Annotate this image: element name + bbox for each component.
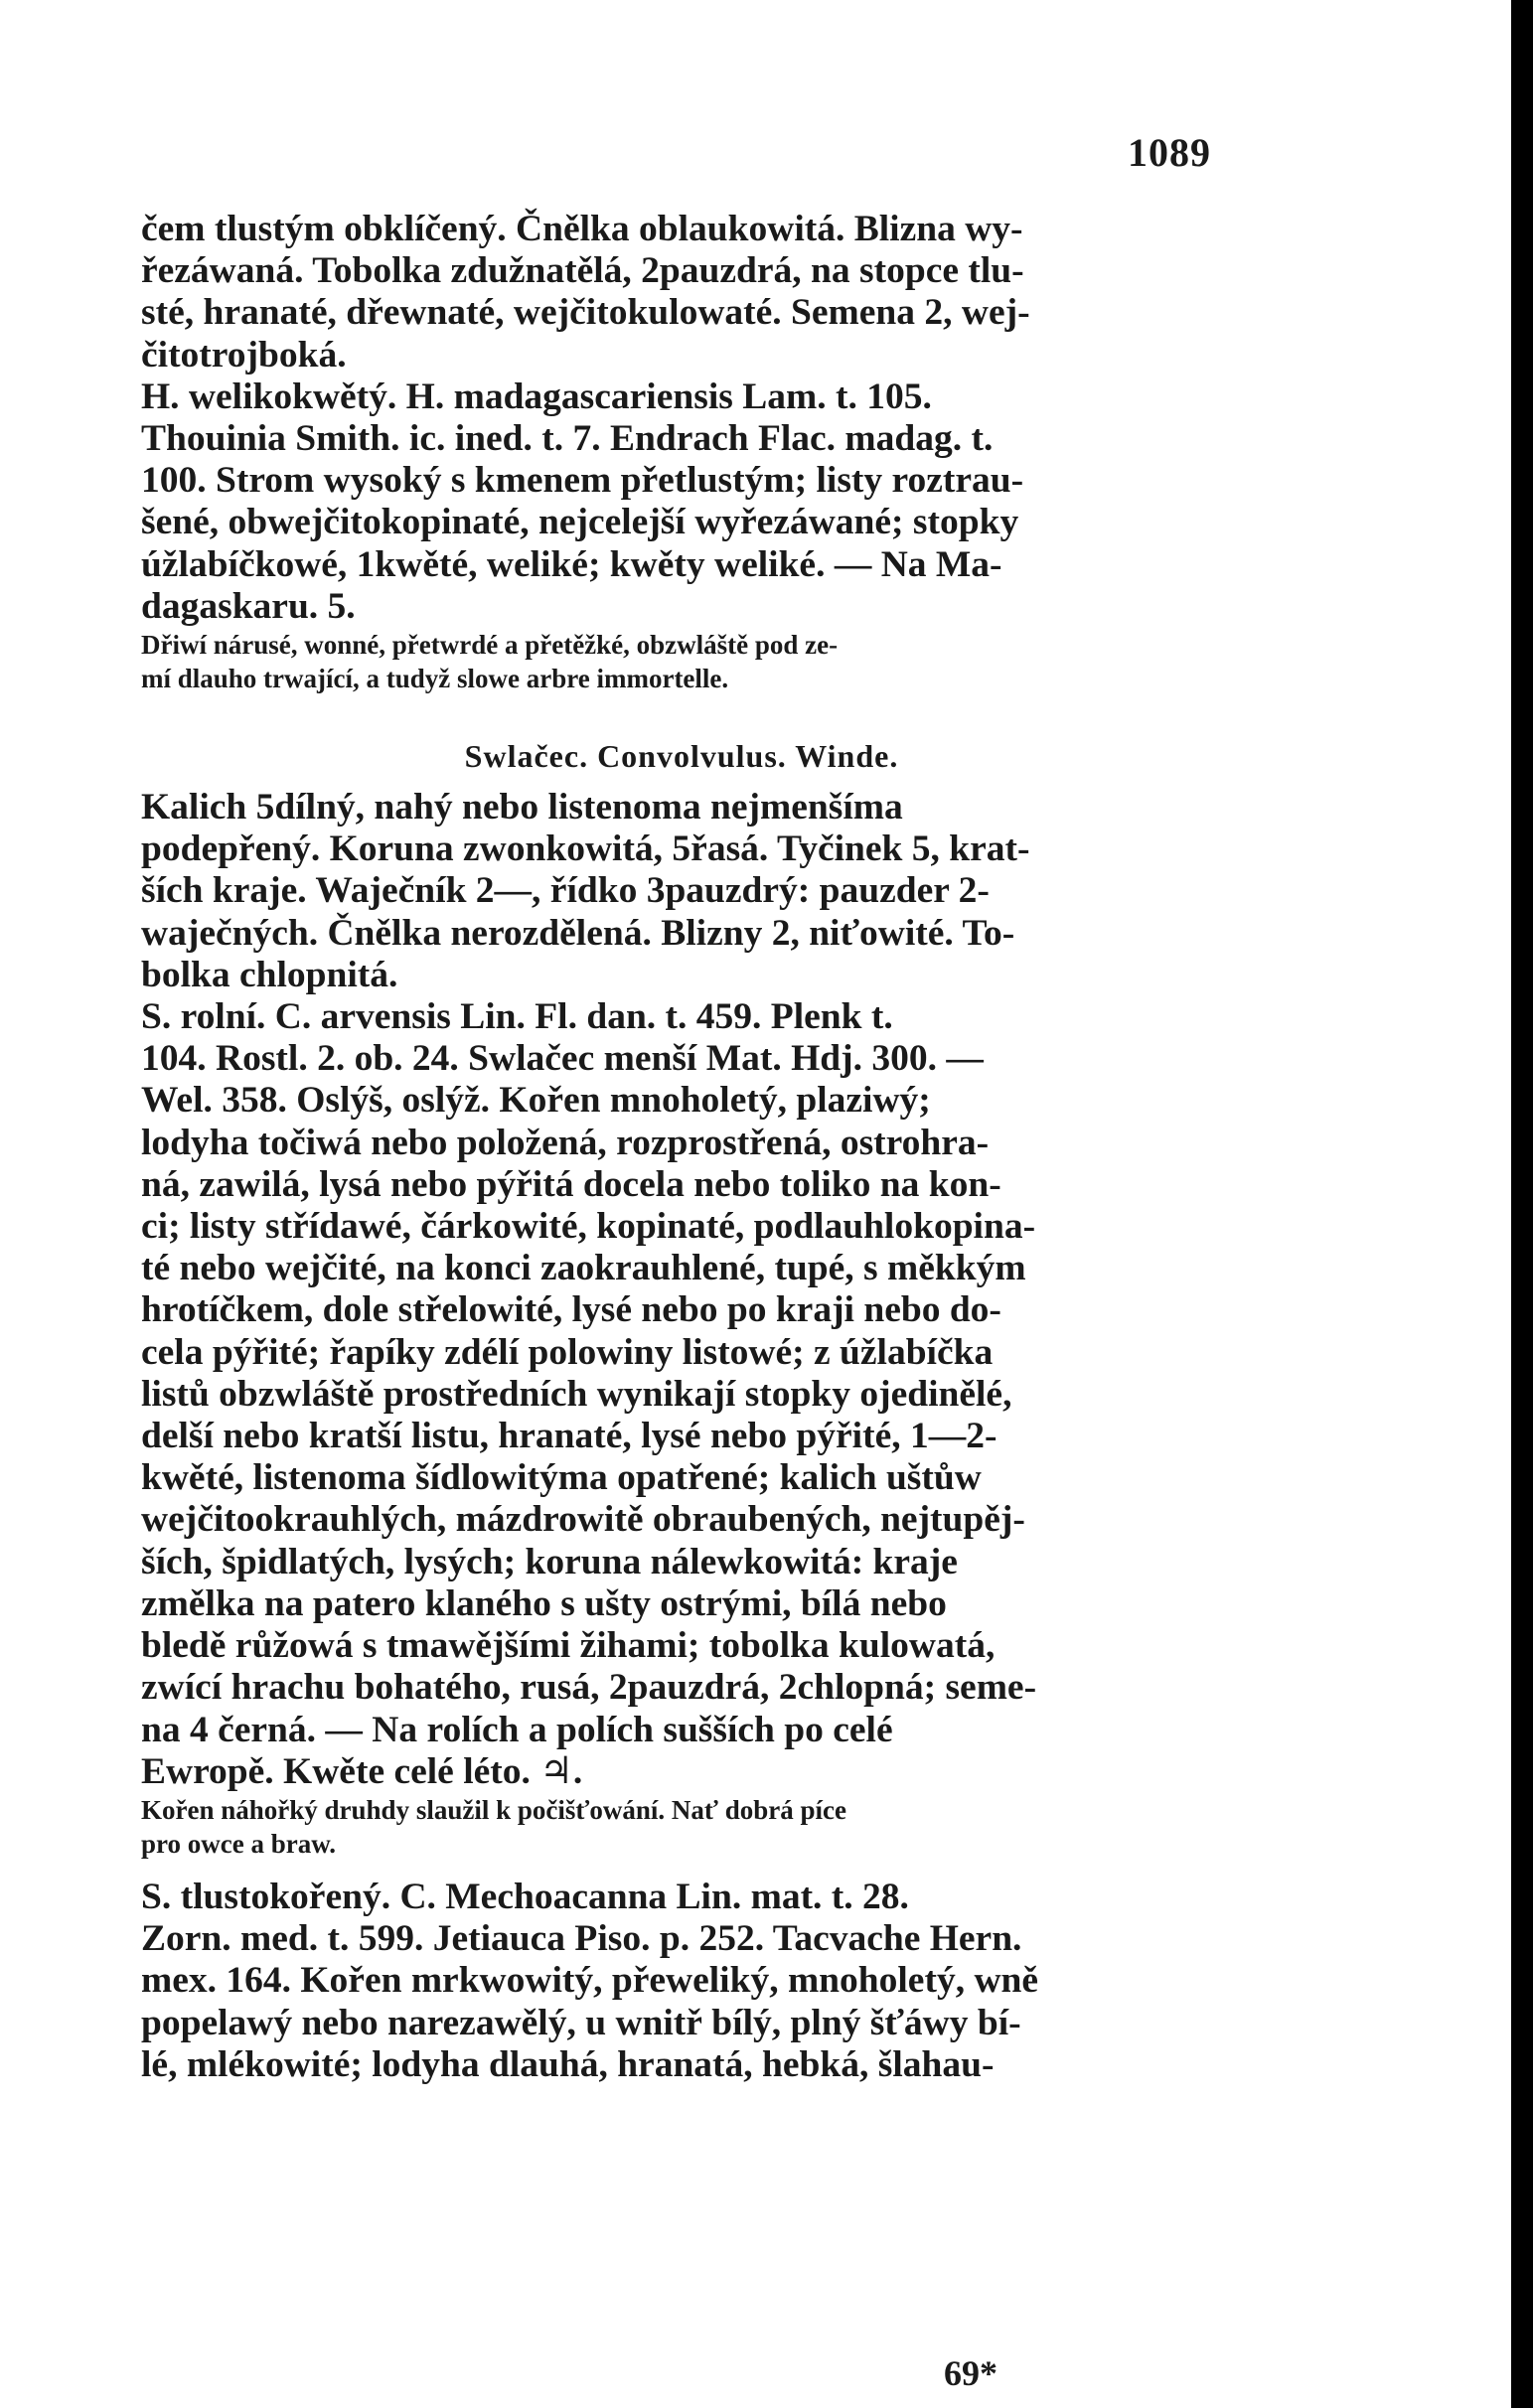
text-line: změlka na patero klaného s ušty ostrými, bílá nebo xyxy=(141,1582,947,1624)
text-line: čem tlustým obklíčený. Čnělka oblaukowitá. Blizna wy- xyxy=(141,209,1023,249)
text-line: úžlabíčkowé, 1kwěté, weliké; kwěty weliké. — Na Ma- xyxy=(141,543,1002,585)
signature-mark: 69* xyxy=(944,2353,997,2393)
text-line: waječných. Čnělka nerozdělená. Blizny 2, niťowité. To- xyxy=(141,912,1015,954)
text-line: 104. Rostl. 2. ob. 24. Swlačec menší Mat. Hdj. 300. — xyxy=(141,1038,984,1080)
note-line: Kořen náhořký druhdy slaužil k počišťowání. Nať dobrá píce xyxy=(141,1794,847,1825)
text-line: ších kraje. Waječník 2—, řídko 3pauzdrý: pauzder 2- xyxy=(141,870,990,912)
text-line: zwící hrachu bohatého, rusá, 2pauzdrá, 2chlopná; seme- xyxy=(141,1667,1037,1709)
text-line: řezáwaná. Tobolka zdužnatělá, 2pauzdrá, na stopce tlu- xyxy=(141,250,1024,292)
text-line: hrotíčkem, dole střelowité, lysé nebo po kraji nebo do- xyxy=(141,1289,1001,1331)
text-line: Wel. 358. Oslýš, oslýž. Kořen mnoholetý, plaziwý; xyxy=(141,1080,931,1122)
text-line: ná, zawilá, lysá nebo pýřitá docela nebo toliko na kon- xyxy=(141,1163,1001,1205)
note-line: Dřiwí nárusé, wonné, přetwrdé a přetěžké, obzwláště pod ze- xyxy=(141,630,839,661)
text-line: mex. 164. Kořen mrkwowitý, přeweliký, mnoholetý, wně xyxy=(141,1960,1039,2002)
page-number: 1089 xyxy=(1128,130,1211,175)
text-line: Ewropě. Kwěte celé léto. ♃. xyxy=(141,1750,583,1792)
text-line: wejčitookrauhlých, mázdrowitě obraubených, nejtupěj- xyxy=(141,1499,1025,1541)
text-line: bolka chlopnitá. xyxy=(141,954,398,995)
text-line: kwěté, listenoma šídlowitýma opatřené; kalich uštůw xyxy=(141,1457,982,1499)
text-line: Thouinia Smith. ic. ined. t. 7. Endrach Flac. madag. t. xyxy=(141,418,994,460)
section-heading: Swlačec. Convolvulus. Winde. xyxy=(464,738,899,775)
text-line: dagaskaru. 5. xyxy=(141,585,356,627)
note-line: mí dlauho trwající, a tudyž slowe arbre immortelle. xyxy=(141,664,729,694)
text-line: Zorn. med. t. 599. Jetiauca Piso. p. 252. Tacvache Hern. xyxy=(141,1918,1022,1960)
text-line: té nebo wejčité, na konci zaokrauhlené, tupé, s měkkým xyxy=(141,1248,1026,1289)
text-line: ci; listy střídawé, čárkowité, kopinaté, podlauhlokopina- xyxy=(141,1206,1036,1248)
body-text xyxy=(141,209,1222,2086)
text-line: ších, špidlatých, lysých; koruna nálewkowitá: kraje xyxy=(141,1541,958,1582)
note-line: pro owce a braw. xyxy=(141,1828,336,1859)
text-line: bledě růžowá s tmawějšími žihami; tobolka kulowatá, xyxy=(141,1625,996,1667)
text-line: podepřený. Koruna zwonkowitá, 5řasá. Tyčinek 5, krat- xyxy=(141,828,1030,870)
text-line: popelawý nebo narezawělý, u wnitř bílý, plný šťáwy bí- xyxy=(141,2002,1021,2043)
text-line: lodyha točiwá nebo položená, rozprostřená, ostrohra- xyxy=(141,1122,990,1163)
text-line: 100. Strom wysoký s kmenem přetlustým; listy roztrau- xyxy=(141,460,1024,502)
text-line: na 4 černá. — Na rolích a polích sušších po celé xyxy=(141,1709,893,1750)
text-line: S. tlustokořený. C. Mechoacanna Lin. mat. t. 28. xyxy=(141,1876,909,1917)
page-edge xyxy=(1511,0,1533,2408)
text-line: čitotrojboká. xyxy=(141,334,347,376)
text-line: listů obzwláště prostředních wynikají stopky ojedinělé, xyxy=(141,1373,1012,1415)
text-line: delší nebo kratší listu, hranaté, lysé nebo pýřité, 1—2- xyxy=(141,1416,997,1457)
text-line: lé, mlékowité; lodyha dlauhá, hranatá, hebká, šlahau- xyxy=(141,2043,995,2085)
text-line: šené, obwejčitokopinaté, nejcelejší wyřezáwané; stopky xyxy=(141,502,1019,543)
text-line: S. rolní. C. arvensis Lin. Fl. dan. t. 459. Plenk t. xyxy=(141,996,893,1038)
text-line: Kalich 5dílný, nahý nebo listenoma nejmenšíma xyxy=(141,787,903,828)
text-line: H. welikokwětý. H. madagascariensis Lam. t. 105. xyxy=(141,376,932,417)
text-line: sté, hranaté, dřewnaté, wejčitokulowaté. Semena 2, wej- xyxy=(141,292,1030,334)
text-line: cela pýřité; řapíky zdélí polowiny listowé; z úžlabíčka xyxy=(141,1331,994,1373)
